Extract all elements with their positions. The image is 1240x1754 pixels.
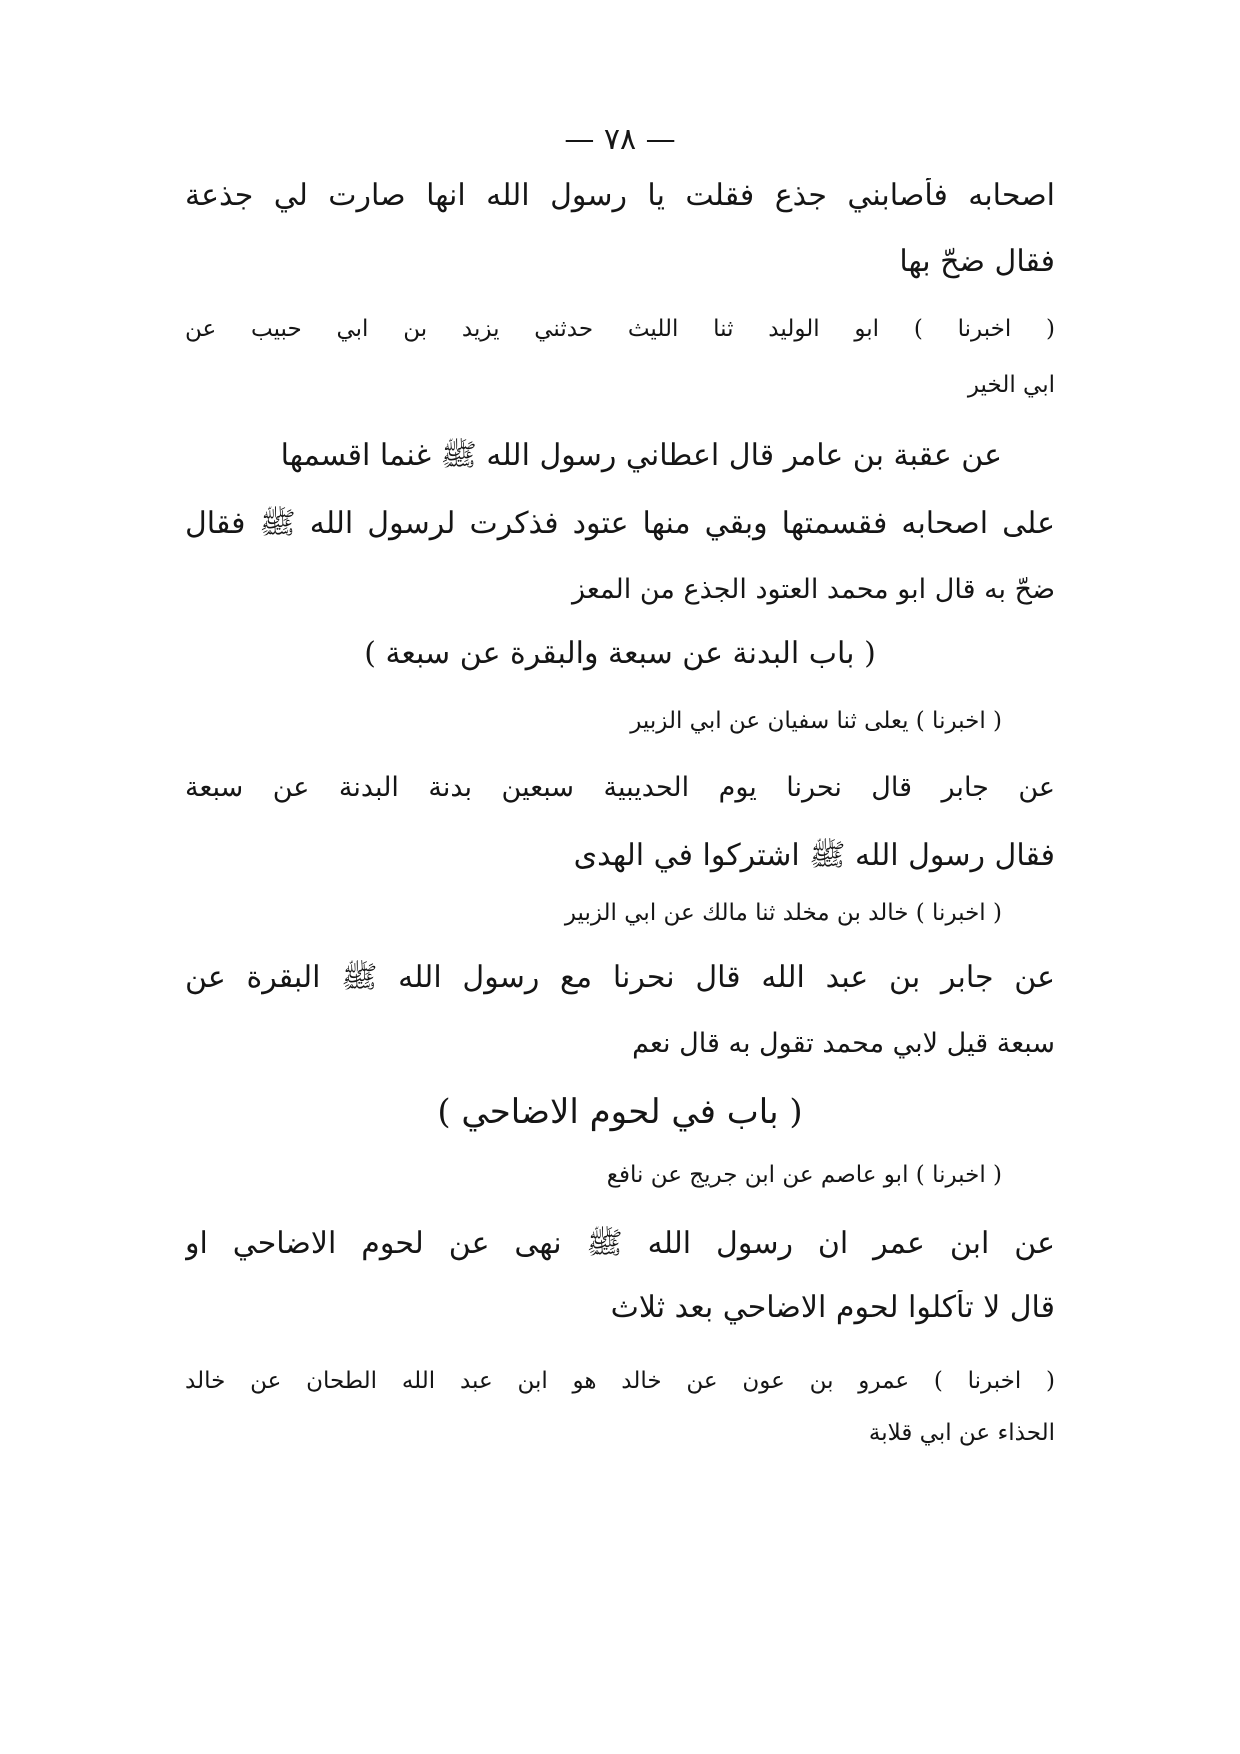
text-line: ( اخبرنا ) ابو الوليد ثنا الليث حدثني يزيد بن ابي حبيب عن <box>185 316 1055 342</box>
page-number: — ٧٨ — <box>564 122 676 157</box>
text-line: اصحابه فأصابني جذع فقلت يا رسول الله انها صارت لي جذعة <box>185 178 1055 213</box>
text-line: فقال رسول الله ﷺ اشتركوا في الهدى <box>573 838 1055 873</box>
text-line: قال لا تأكلوا لحوم الاضاحي بعد ثلاث <box>610 1290 1055 1325</box>
text-line: عن عقبة بن عامر قال اعطاني رسول الله ﷺ غنما اقسمها <box>280 438 1002 473</box>
text-line: عن ابن عمر ان رسول الله ﷺ نهى عن لحوم الاضاحي او <box>185 1226 1055 1261</box>
text-line: ابي الخير <box>967 372 1055 398</box>
text-line: على اصحابه فقسمتها وبقي منها عتود فذكرت لرسول الله ﷺ فقال <box>185 506 1055 541</box>
text-line: سبعة قيل لابي محمد تقول به قال نعم <box>632 1028 1055 1059</box>
text-line: ( اخبرنا ) خالد بن مخلد ثنا مالك عن ابي الزبير <box>564 900 1002 926</box>
text-line: عن جابر قال نحرنا يوم الحديبية سبعين بدنة البدنة عن سبعة <box>185 772 1055 803</box>
text-line: عن جابر بن عبد الله قال نحرنا مع رسول الله ﷺ البقرة عن <box>185 960 1055 995</box>
text-line: ( اخبرنا ) عمرو بن عون عن خالد هو ابن عبد الله الطحان عن خالد <box>185 1368 1055 1394</box>
section-heading: ( باب البدنة عن سبعة والبقرة عن سبعة ) <box>364 636 876 671</box>
section-heading: ( باب في لحوم الاضاحي ) <box>437 1092 803 1132</box>
text-line: ( اخبرنا ) يعلى ثنا سفيان عن ابي الزبير <box>630 708 1002 734</box>
text-line: الحذاء عن ابي قلابة <box>868 1420 1055 1446</box>
text-line: فقال ضحّ بها <box>899 244 1055 279</box>
text-line: ( اخبرنا ) ابو عاصم عن ابن جريج عن نافع <box>606 1162 1002 1188</box>
text-line: ضحّ به قال ابو محمد العتود الجذع من المعز <box>572 574 1055 605</box>
